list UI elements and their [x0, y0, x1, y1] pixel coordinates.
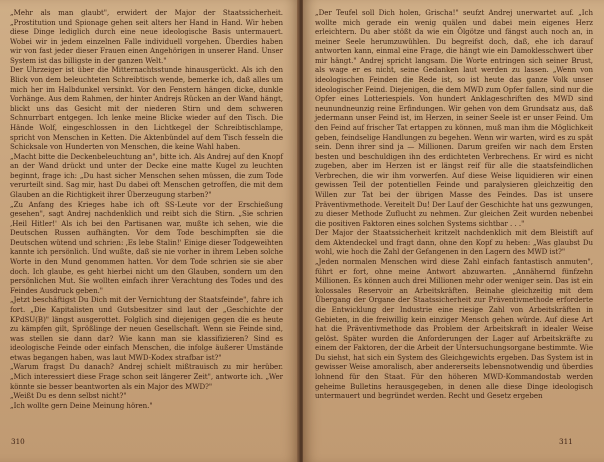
- paragraph: „Mehr als man glaubt", erwidert der Major der Staatssicherheit. „Prostitution und Spionage gehen seit alters her Hand in Hand. Wir heben diese Dinge lediglich durch eine neue ideologische Basis untermauert. Wobei wir in jedem einzelnen Falle individuell vorgehen. Überdies haben wir von fast jeder dieser Frauen einen Angehörigen in unserer Hand. Unser System ist das billigste in der ganzen Welt.": [10, 8, 283, 65]
- paragraph: Der Major der Staatssicherheit kritzelt nachdenklich mit dem Bleistift auf dem Aktendeckel und fragt dann, ohne den Kopf zu heben: „Was glaubst Du wohl, wie hoch die Zahl der Gefangenen in den Lagern des MWD ist?": [315, 228, 593, 257]
- paragraph: „Macht bitte die Deckenbeleuchtung an", bitte ich. Als Andrej auf den Knopf an der Wand drückt und unter der Decke eine matte Kugel zu leuchten beginnt, frage ich: „Du hast sicher Menschen sehen müssen, die zum Tode verurteilt sind. Sag mir, hast Du dabei oft Menschen getroffen, die mit dem Glauben an die Richtigkeit ihrer Überzeugung starben?": [10, 151, 283, 199]
- paragraph: Der Uhrzeiger ist über die Mitternachtsstunde hinausgerückt. Als ich den Blick von dem beleuchteten Schreibtisch wende, bemerke ich, daß alles um mich her im Halbdunkel versinkt. Vor den Fenstern hängen dicke, dunkle Vorhänge. Aus dem Rahmen, der hinter Andrejs Rücken an der Wand hängt, blickt uns das Gesicht mit der niederen Stirn und dem schweren Schnurrbart entgegen. Ich lenke meine Blicke wieder auf den Tisch. Die Hände Wolf, eingeschlossen in den Lichtkegel der Schreibtischlampe, spricht von Menschen in Ketten. Die Aktenbündel auf dem Tisch fesseln die Schicksale von Hunderten von Menschen, die keine Wahl haben.: [10, 65, 283, 152]
- left-page: [0, 0, 299, 462]
- paragraph: „Der Teufel soll Dich holen, Grischa!" seufzt Andrej unerwartet auf. „Ich wollte mich gerade ein wenig quälen und dabei mein eigenes Herz erleichtern. Du aber stößt da wie ein Ölgötze und fängst auch noch an, in meiner Seele herumzuwühlen. Du begreifst doch, daß, ehe ich darauf antworten kann, einmal eine Frage, die hängt wie ein Damoklesschwert über mir hängt." Andrej spricht langsam. Die Worte entringen sich seiner Brust, als wage er es nicht, seine Gedanken laut werden zu lassen. „Wenn von ideologischen Feinden die Rede ist, so ist heute das ganze Volk unser ideologischer Feind. Diejenigen, die dem MWD zum Opfer fallen, sind nur die Opfer eines Lotteriespiels. Von hundert Anklageschriften des MWD sind neunundneunzig reine Erfindungen. Wir gehen von dem Grundsatz aus, daß jedermann unser Feind ist, im Herzen, in seiner Seele ist er unser Feind. Um den Feind auf frischer Tat ertappen zu können, muß man ihm die Möglichkeit geben, feindselige Handlungen zu begehen. Wenn wir warten, wird es zu spät sein. Denn ihrer sind ja — Millionen. Darum greifen wir nach dem Ersten besten und beschuldigen ihn des erdichteten Verbrechens. Er wird es nicht zugeben, aber im Herzen ist er längst reif für alle die staatsfeindlichen Verbrechen, die wir ihm vorwerfen. Auf diese Weise liquidieren wir einen gewissen Teil der potentiellen Feinde und paralysieren gleichzeitig den Willen zur Tat bei der übrigen Masse des Feindes. Das ist unsere Präventivmethode. Vereitelt Du! Der Lauf der Geschichte hat uns gezwungen, zu dieser Methode Zuflucht zu nehmen. Zur gleichen Zeit wurden nebenbei die positiven Faktoren eines solchen Systems sichtbar . . .": [315, 8, 593, 228]
- paragraph: „Jeden normalen Menschen wird diese Zahl einfach fantastisch anmuten", führt er fort, ohne meine Antwort abzuwarten. „Annähernd fünfzehn Millionen. Es können auch drei Millionen mehr oder weniger sein. Das ist ein kolossales Reservoir an Arbeitskräften. Beinahe gleichzeitig mit dem Übergang der Organe der Staatssicherheit zur Präventivmethode erforderte die Entwicklung der Industrie eine riesige Zahl von Arbeitskräften in Gebieten, in die freiwillig kein einziger Mensch gehen würde. Auf diese Art hat die Präventivmethode das Problem der Arbeitskraft in idealer Weise gelöst. Später wurden die Anforderungen der Lager auf Arbeitskräfte zu einem der Faktoren, der die Arbeit der Untersuchungsorgane bestimmte. Wie Du siehst, hat sich ein System des Gleichgewichts ergeben. Das System ist in gewisser Weise amoralisch, aber andererseits lebensnotwendig und überdies lohnend für den Staat. Für den höheren MWD-Kommandostab werden geheime Bulletins herausgegeben, in denen alle diese Dinge ideologisch untermauert und begründet werden. Recht und Gesetz ergeben: [315, 257, 593, 401]
- page-number: 311: [559, 437, 573, 446]
- paragraph: „Ich wollte gern Deine Meinung hören.": [10, 400, 153, 410]
- right-page: [303, 0, 604, 462]
- left-page-text: [10, 8, 283, 410]
- paragraph: „Weißt Du es denn selbst nicht?": [10, 391, 127, 401]
- paragraph: „Warum fragst Du danach? Andrej schielt mißtrauisch zu mir herüber. „Mich interessiert diese Frage schon seit längerer Zeit", antworte ich. „Wer könnte sie besser beantworten als ein Major des MWD?": [10, 362, 283, 391]
- paragraph: „Jetzt beschäftigst Du Dich mit der Vernichtung der Staatsfeinde", fahre ich fort. „Die Kapitalisten und Gutsbesitzer sind laut der „Geschichte der KPdSU(B)" längst ausgerottet. Folglich sind diejenigen gegen die es heute zu kämpfen gilt, Sprößlinge der neuen Gesellschaft. Wenn sie Feinde sind, was stellen sie dann dar? Wie kann man sie klassifizieren? Sind es ideologische Feinde oder einfach Menschen, die infolge äußerer Umstände etwas begangen haben, was laut MWD-Kodex strafbar ist?": [10, 295, 283, 362]
- right-page-text: [315, 8, 593, 401]
- page-number: 310: [11, 437, 25, 446]
- paragraph: „Zu Anfang des Krieges habe ich oft SS-Leute vor der Erschießung gesehen", sagt Andrej nachdenklich und reibt sich die Stirn. „Sie schrien ‚Heil Hitler!' Als ich bei den Partisanen war, mußte ich sehen, wie die Deutschen Russen aufhängten. Vor dem Tode beschimpften sie die Deutschen wütend und schrien: ‚Es lebe Stalin!' Einige dieser Todgeweihten kannte ich persönlich. Und wußte, daß sie nie vorher in ihrem Leben solche Worte in den Mund genommen hatten. Vor dem Tode schrien sie sie aber doch. Ich glaube, es geht hierbei nicht um den Glauben, sondern um den persönlichen Mut. Sie wollten einfach ihrer Verachtung des Todes und des Feindes Ausdruck geben.": [10, 199, 283, 295]
